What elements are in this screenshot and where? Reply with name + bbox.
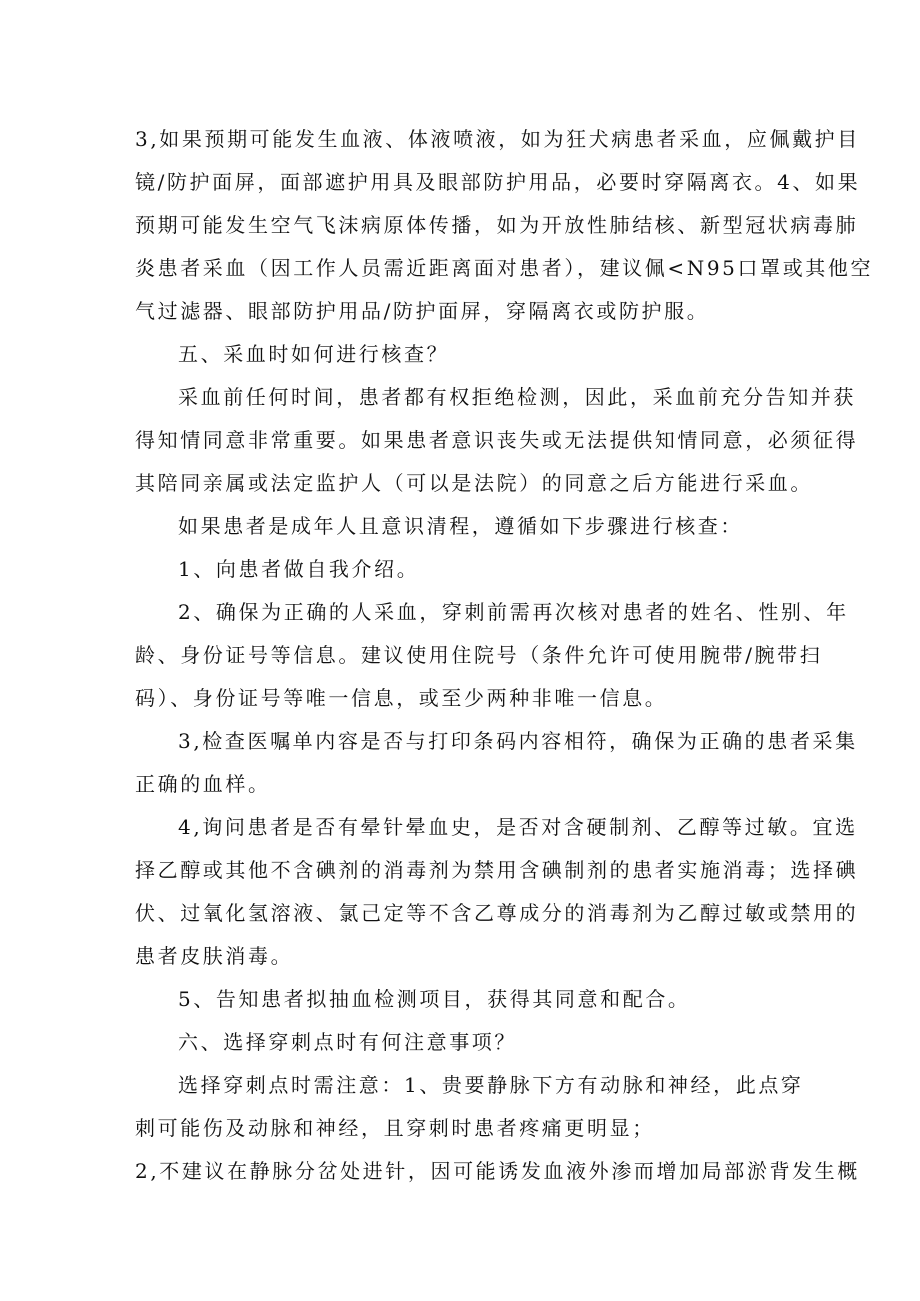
paragraph-line: 其陪同亲属或法定监护人（可以是法院）的同意之后方能进行采血。 xyxy=(135,471,813,495)
paragraph-line: 龄、身份证号等信息。建议使用住院号（条件允许可使用腕带/腕带扫 xyxy=(135,643,823,667)
paragraph-line: 采血前任何时间，患者都有权拒绝检测，因此，采血前充分告知并获 xyxy=(178,385,856,409)
list-item: 5、告知患者拟抽血检测项目，获得其同意和配合。 xyxy=(178,987,691,1011)
list-item: 1、向患者做自我介绍。 xyxy=(178,557,420,581)
paragraph-line: 码）、身份证号等唯一信息，或至少两种非唯一信息。 xyxy=(135,686,668,710)
paragraph-line: 患者皮肤消毒。 xyxy=(135,944,294,968)
list-item: 4,询问患者是否有晕针晕血史，是否对含硬制剂、乙醇等过敏。宜选 xyxy=(178,815,858,839)
paragraph-line: 选择穿刺点时需注意：1、贵要静脉下方有动脉和神经，此点穿 xyxy=(178,1073,804,1097)
paragraph-line: 炎患者采血（因工作人员需近距离面对患者），建议佩<N95口罩或其他空 xyxy=(135,256,874,280)
section-heading: 五、采血时如何进行核查？ xyxy=(178,342,450,366)
paragraph-line: 气过滤器、眼部防护用品/防护面屏，穿隔离衣或防护服。 xyxy=(135,299,710,323)
paragraph-line: 伏、过氧化氢溶液、氯己定等不含乙尊成分的消毒剂为乙醇过敏或禁用的 xyxy=(135,901,859,925)
list-item: 2、确保为正确的人采血，穿刺前需再次核对患者的姓名、性别、年 xyxy=(178,600,849,624)
paragraph-line: 择乙醇或其他不含碘剂的消毒剂为禁用含碘制剂的患者实施消毒；选择碘 xyxy=(135,858,859,882)
list-item: 3,检查医嘱单内容是否与打印条码内容相符，确保为正确的患者采集 xyxy=(178,729,858,753)
paragraph-line: 正确的血样。 xyxy=(135,772,271,796)
paragraph-line: 镜/防护面屏，面部遮护用具及眼部防护用品，必要时穿隔离衣。4、如果 xyxy=(135,170,861,194)
paragraph-line: 3,如果预期可能发生血液、体液喷液，如为狂犬病患者采血，应佩戴护目 xyxy=(135,127,860,151)
paragraph-line: 2,不建议在静脉分岔处进针，因可能诱发血液外渗而增加局部淤背发生概 xyxy=(135,1159,860,1183)
paragraph-line: 得知情同意非常重要。如果患者意识丧失或无法提供知情同意，必须征得 xyxy=(135,428,859,452)
paragraph-line: 预期可能发生空气飞沫病原体传播，如为开放性肺结核、新型冠状病毒肺 xyxy=(135,213,859,237)
paragraph-line: 如果患者是成年人且意识清程，遵循如下步骤进行核查： xyxy=(178,514,743,538)
paragraph-line: 刺可能伤及动脉和神经，且穿刺时患者疼痛更明显； xyxy=(135,1116,655,1140)
section-heading: 六、选择穿刺点时有何注意事项？ xyxy=(178,1030,517,1054)
